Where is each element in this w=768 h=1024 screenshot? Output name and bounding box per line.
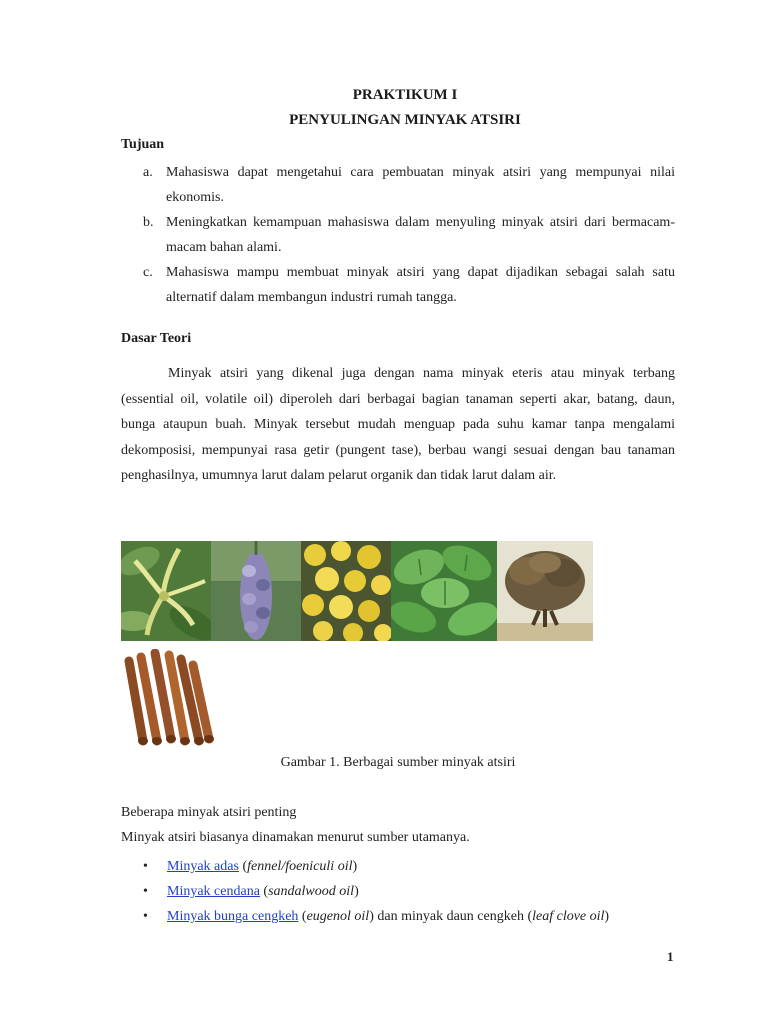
shrub-tree-image — [497, 541, 593, 641]
text: ( — [259, 884, 269, 899]
page-number: 1 — [667, 949, 674, 964]
list-item — [121, 854, 609, 879]
italic-text: fennel/foeniculi oil — [247, 859, 353, 874]
text: ( — [298, 909, 307, 924]
list-item — [121, 160, 675, 210]
text: ) — [369, 909, 374, 924]
italic-text: leaf clove oil — [532, 909, 605, 924]
bullet-icon: • — [143, 859, 148, 874]
bullet-icon: • — [143, 884, 148, 899]
list-marker: a. — [143, 165, 153, 180]
text: dan minyak daun cengkeh ( — [373, 909, 533, 924]
link-minyak-adas[interactable]: Minyak adas — [167, 859, 239, 874]
section-heading-tujuan: Tujuan — [121, 137, 165, 152]
cinnamon-sticks-image — [121, 649, 216, 749]
figure-caption: Gambar 1. Berbagai sumber minyak atsiri — [280, 755, 516, 770]
lavender-image — [211, 541, 301, 641]
text: ) — [604, 909, 610, 924]
document-subtitle: PENYULINGAN MINYAK ATSIRI — [289, 112, 521, 128]
list-item — [121, 260, 675, 310]
bullet-icon: • — [143, 909, 148, 924]
list-item-text: Mahasiswa mampu membuat minyak atsiri yang dapat dijadikan sebagai salah satu alternatif dalam membangun industri rumah tangga. — [166, 265, 675, 305]
text: ) — [352, 859, 358, 874]
list-item-text: Meningkatkan kemampuan mahasiswa dalam menyuling minyak atsiri dari bermacam-macam bahan alami. — [166, 215, 675, 255]
list-item — [121, 879, 609, 904]
list-marker: c. — [143, 265, 153, 280]
mint-leaves-image — [391, 541, 497, 641]
list-intro-line-1: Beberapa minyak atsiri penting — [121, 805, 297, 820]
list-marker: b. — [143, 215, 154, 230]
list-item — [121, 904, 609, 929]
section-heading-dasar-teori: Dasar Teori — [121, 331, 192, 346]
link-minyak-cendana[interactable]: Minyak cendana — [167, 884, 260, 899]
italic-text: eugenol oil — [306, 909, 370, 924]
list-intro-line-2: Minyak atsiri biasanya dinamakan menurut sumber utamanya. — [121, 830, 470, 845]
text: ( — [238, 859, 248, 874]
essential-oils-list — [121, 854, 609, 929]
list-item-text: Mahasiswa dapat mengetahui cara pembuatan minyak atsiri yang mempunyai nilai ekonomis. — [166, 165, 675, 205]
list-item — [121, 210, 675, 260]
document-title: PRAKTIKUM I — [352, 87, 458, 103]
dasar-teori-paragraph: Minyak atsiri yang dikenal juga dengan nama minyak eteris atau minyak terbang (essential oil, volatile oil) diperoleh dari berbagai bagian tanaman seperti akar, batang, daun, bunga ataupun buah. Minyak tersebut mudah menguap pada suhu kamar tanpa mengalami dekomposisi, mempunyai rasa getir (pungent tase), berbau wangi sesuai dengan bau tanaman penghasilnya, umumnya larut dalam pelarut organik dan tidak larut dalam air. — [121, 366, 675, 484]
yellow-flowers-image — [301, 541, 391, 641]
tujuan-list — [121, 160, 675, 310]
ylang-ylang-image — [121, 541, 211, 641]
text: ) — [354, 884, 359, 899]
link-minyak-bunga-cengkeh[interactable]: Minyak bunga cengkeh — [167, 909, 299, 924]
italic-text: sandalwood oil — [268, 884, 355, 899]
